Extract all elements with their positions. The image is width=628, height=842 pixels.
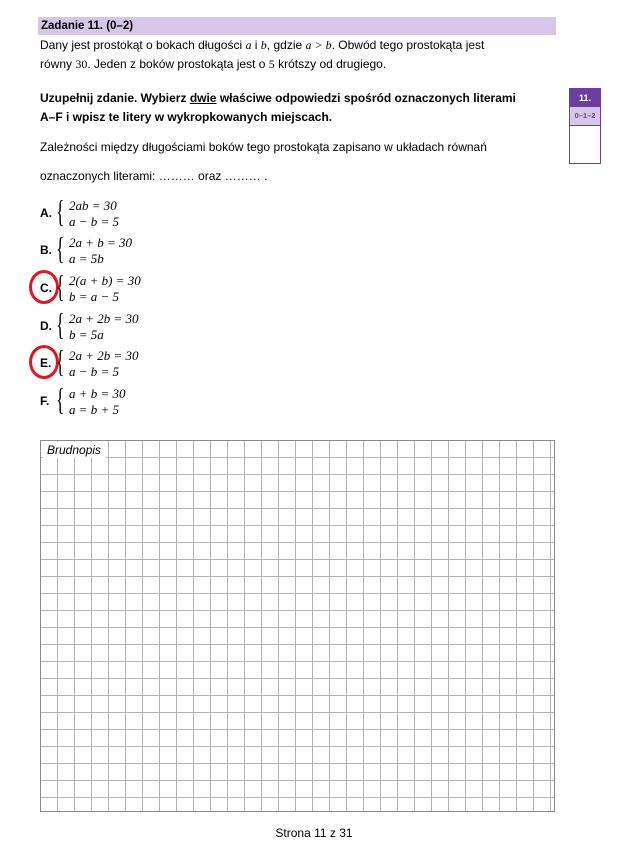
brace-icon: { — [56, 343, 65, 379]
brace-icon: { — [56, 268, 65, 304]
equation: 2(a + b) = 30 — [69, 273, 141, 288]
task-title: Zadanie 11. (0–2) — [38, 17, 556, 35]
instruction-text: właściwe odpowiedzi spośród oznaczonych literami — [216, 91, 516, 105]
intro-text: krótszy od drugiego. — [274, 57, 387, 71]
brace-icon: { — [56, 230, 65, 266]
equation: a + b = 30 — [69, 386, 126, 401]
option-letter: F. — [40, 394, 50, 408]
intro-line-1 — [40, 36, 484, 55]
intro-text: Dany jest prostokąt o bokach długości — [40, 38, 246, 52]
score-box — [569, 88, 601, 164]
var-b: b — [260, 38, 267, 52]
instruction-line-2: A–F i wpisz te litery w wykropkowanych miejscach. — [40, 110, 333, 124]
intro-text: i — [251, 38, 261, 52]
equation: b = a − 5 — [69, 289, 120, 304]
brace-icon: { — [56, 193, 65, 229]
option-letter: E. — [40, 356, 52, 370]
equation: 2a + 2b = 30 — [69, 311, 139, 326]
score-range: 0–1–2 — [570, 107, 600, 126]
option-letter: C. — [40, 281, 52, 295]
equation: a = b + 5 — [69, 402, 120, 417]
intro-text: . Jeden z boków prostokąta jest o — [87, 57, 269, 71]
instruction — [40, 89, 516, 127]
equation: 2a + 2b = 30 — [69, 348, 139, 363]
perimeter-value: 30 — [75, 57, 88, 71]
equation: 2a + b = 30 — [69, 235, 133, 250]
sentence-line-2: oznaczonych literami: ……… oraz ……… . — [40, 169, 268, 183]
equation: a = 5b — [69, 251, 104, 266]
intro-text: . Obwód tego prostokąta jest — [331, 38, 485, 52]
brace-icon: { — [56, 306, 65, 342]
equation: a − b = 5 — [69, 364, 120, 379]
difference-value: 5 — [268, 57, 275, 71]
brace-icon: { — [56, 381, 65, 417]
equation: a − b = 5 — [69, 214, 120, 229]
scratch-grid[interactable] — [40, 440, 555, 812]
option-letter: D. — [40, 319, 52, 333]
intro-text: równy — [40, 57, 76, 71]
sentence-line-1: Zależności między długościami boków tego prostokąta zapisano w układach równań — [40, 140, 487, 154]
score-number: 11. — [570, 89, 600, 107]
equation: b = 5a — [69, 327, 104, 342]
scratch-label: Brudnopis — [43, 442, 106, 458]
intro-line-2 — [40, 55, 386, 74]
instruction-text: Uzupełnij zdanie. Wybierz — [40, 91, 190, 105]
condition: a > b — [305, 38, 332, 52]
option-letter: A. — [40, 206, 52, 220]
page-footer: Strona 11 z 31 — [275, 826, 353, 840]
option-letter: B. — [40, 243, 52, 257]
instruction-underlined: dwie — [189, 91, 217, 105]
equation: 2ab = 30 — [69, 198, 117, 213]
intro-text: , gdzie — [266, 38, 306, 52]
var-a: a — [245, 38, 252, 52]
